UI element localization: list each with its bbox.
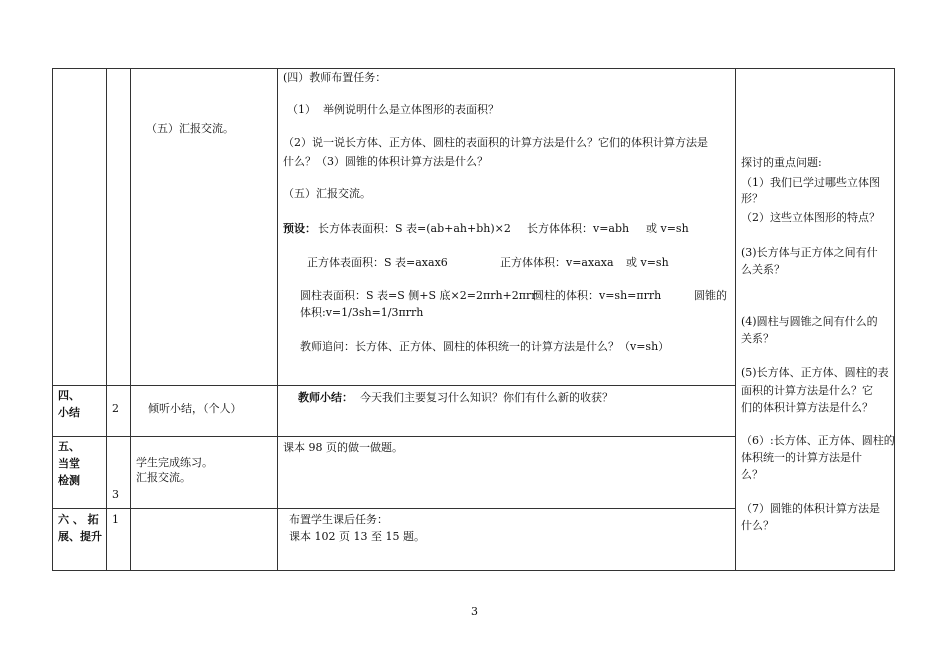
table-bottom-border: [52, 570, 895, 571]
table-left-border: [52, 68, 53, 571]
stage-6-title-a: 六 、 拓: [58, 513, 99, 526]
key-question-3a: (3)长方体与正方体之间有什: [741, 246, 878, 259]
key-question-4b: 关系？: [741, 332, 774, 345]
stage-5-minutes: 3: [112, 488, 119, 501]
key-question-2: （2）这些立体图形的特点？: [741, 211, 880, 224]
teacher-summary-text: 今天我们主要复习什么知识？你们有什么新的收获？: [360, 391, 613, 404]
question-2-line-1: （2）说一说长方体、正方体、圆柱的表面积的计算方法是什么？它们的体积计算方法是: [283, 136, 708, 149]
teacher-followup-question: 教师追问：长方体、正方体、圆柱的体积统一的计算方法是什么？（v=sh）: [300, 340, 670, 353]
row1-activity-text: （五）汇报交流。: [146, 122, 234, 135]
stage-6-content-a: 布置学生课后任务：: [289, 513, 388, 526]
stage-6-content-b: 课本 102 页 13 至 15 题。: [289, 530, 425, 543]
stage-5-number: 五、: [58, 440, 80, 453]
cuboid-volume-formula: 长方体体积：v=abh: [527, 222, 630, 235]
teacher-task-heading: (四）教师布置任务：: [283, 71, 387, 84]
key-question-4a: (4)圆柱与圆锥之间有什么的: [741, 315, 878, 328]
cuboid-surface-area-formula: 长方体表面积：S 表=(ab+ah+bh)×2: [318, 222, 511, 235]
stage-5-content: 课本 98 页的做一做题。: [283, 441, 403, 454]
key-question-7b: 什么？: [741, 519, 774, 532]
table-top-border: [52, 68, 895, 69]
question-2-line-2: 什么？（3）圆锥的体积计算方法是什么？: [283, 155, 488, 168]
cone-volume-label: 圆锥的: [694, 289, 727, 302]
stage-5-activity-b: 汇报交流。: [136, 471, 191, 484]
key-question-6a: （6）:长方体、正方体、圆柱的: [741, 434, 895, 447]
stage-5-activity-a: 学生完成练习。: [136, 456, 213, 469]
stage-4-title: 小结: [58, 406, 80, 419]
cone-volume-formula: 体积:v=1/3sh=1/3πrrh: [300, 306, 424, 319]
stage-5-title-b: 检测: [58, 474, 80, 487]
key-question-1b: 形？: [741, 192, 763, 205]
key-questions-heading: 探讨的重点问题:: [741, 156, 822, 169]
teacher-summary-label: 教师小结：: [298, 391, 353, 404]
row-divider-2: [52, 436, 735, 437]
row-divider-1: [52, 385, 735, 386]
cylinder-surface-area-formula: 圆柱表面积：S 表=S 侧+S 底×2=2πrh+2πrr: [300, 289, 537, 302]
key-question-1a: （1）我们已学过哪些立体图: [741, 176, 880, 189]
table-right-border: [894, 68, 895, 571]
stage-6-minutes: 1: [112, 513, 119, 526]
key-question-6c: 么？: [741, 468, 763, 481]
question-1-number: （1）: [287, 103, 316, 116]
preset-label: 预设：: [283, 222, 316, 235]
key-question-7a: （7）圆锥的体积计算方法是: [741, 502, 880, 515]
cube-volume-formula: 正方体体积：v=axaxa: [500, 256, 614, 269]
cube-volume-alt: 或 v=sh: [626, 256, 669, 269]
col-divider-3: [277, 68, 278, 571]
col-divider-1: [106, 68, 107, 571]
key-question-5c: 们的体积计算方法是什么？: [741, 401, 873, 414]
report-exchange-heading: （五）汇报交流。: [283, 187, 371, 200]
row-divider-3: [52, 508, 735, 509]
stage-4-minutes: 2: [112, 402, 119, 415]
cuboid-volume-alt: 或 v=sh: [646, 222, 689, 235]
col-divider-4: [735, 68, 736, 571]
key-question-5a: (5)长方体、正方体、圆柱的表: [741, 366, 889, 379]
stage-5-title-a: 当堂: [58, 457, 80, 470]
stage-4-number: 四、: [58, 389, 80, 402]
question-1-text: 举例说明什么是立体图形的表面积？: [323, 103, 499, 116]
stage-6-title-b: 展、提升: [58, 530, 102, 543]
key-question-3b: 么关系？: [741, 263, 785, 276]
key-question-6b: 体积统一的计算方法是什: [741, 451, 862, 464]
key-question-5b: 面积的计算方法是什么？它: [741, 384, 873, 397]
col-divider-2: [130, 68, 131, 571]
cube-surface-area-formula: 正方体表面积：S 表=axax6: [307, 256, 448, 269]
cylinder-volume-formula: 圆柱的体积：v=sh=πrrh: [533, 289, 662, 302]
page-number: 3: [471, 605, 478, 618]
stage-4-activity: 倾听小结，（个人）: [148, 402, 242, 415]
